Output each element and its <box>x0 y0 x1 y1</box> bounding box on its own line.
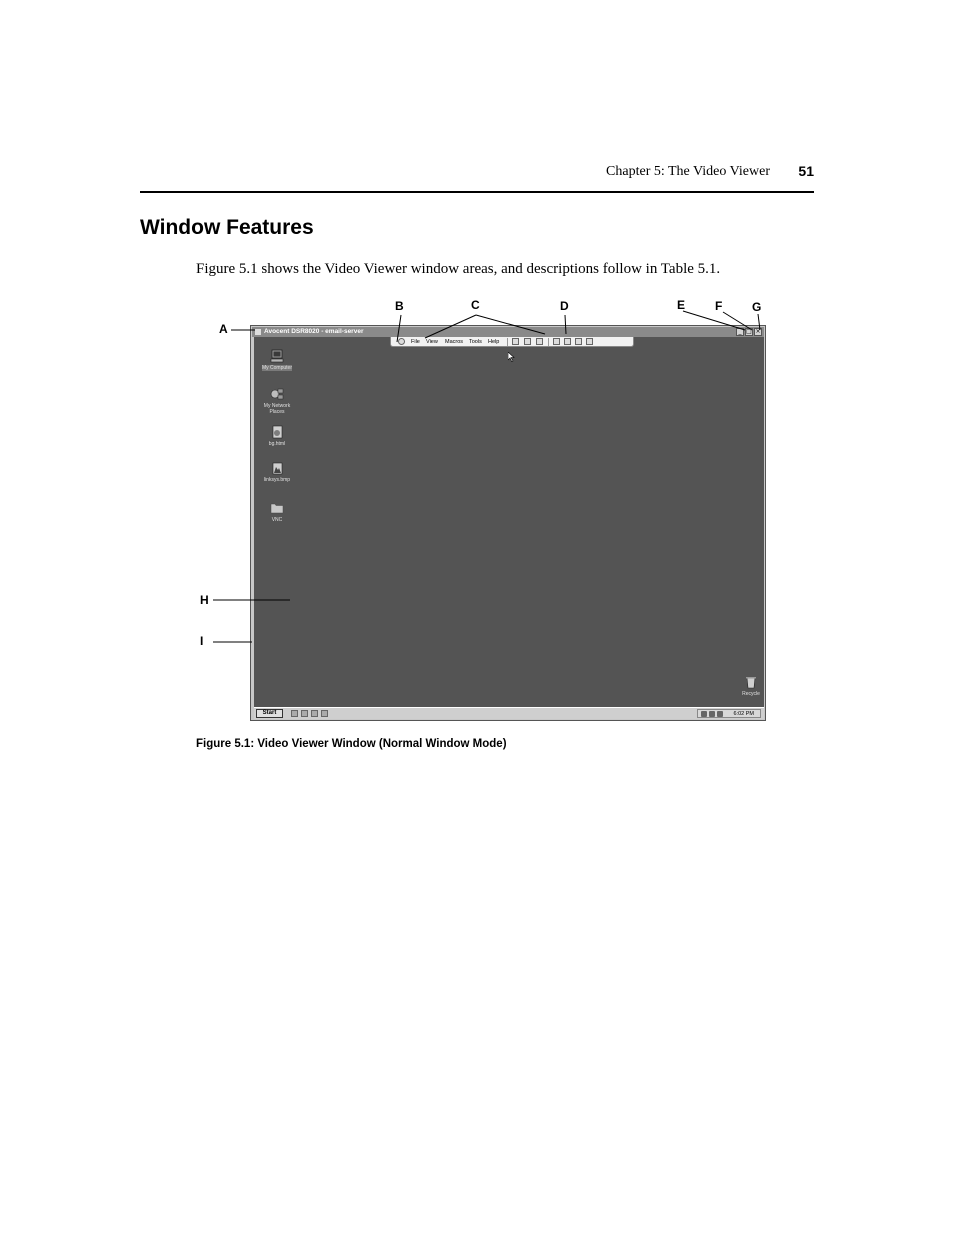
menu-file[interactable]: File <box>411 339 420 345</box>
window-title: Avocent DSR8020 - email-server <box>264 328 364 335</box>
callout-g: G <box>752 300 762 314</box>
page-number: 51 <box>798 163 814 179</box>
callout-f: F <box>715 299 723 313</box>
leader-g <box>758 314 760 330</box>
desktop-icon-label: Recycle <box>742 691 760 697</box>
section-title: Window Features <box>140 216 314 239</box>
leader-b <box>397 315 401 342</box>
callout-d: D <box>560 299 569 313</box>
menu-tools[interactable]: Tools <box>469 339 482 345</box>
leader-d <box>565 315 566 334</box>
leader-e <box>683 311 745 330</box>
callout-h: H <box>200 593 209 607</box>
callout-c: C <box>471 298 480 312</box>
leader-c-left <box>425 315 476 338</box>
callout-a: A <box>219 322 228 336</box>
desktop-icon-label: bg.html <box>268 441 286 447</box>
close-button[interactable]: × <box>755 328 761 335</box>
running-header-chapter: Chapter 5: The Video Viewer <box>606 164 770 179</box>
menu-help[interactable]: Help <box>488 339 500 345</box>
menu-macros[interactable]: Macros <box>445 339 464 345</box>
menu-view[interactable]: View <box>426 339 438 345</box>
desktop-icon-label: linksys.bmp <box>263 477 291 483</box>
maximize-button[interactable]: □ <box>746 328 752 335</box>
start-button[interactable]: Start <box>256 709 283 718</box>
leader-c-right <box>476 315 545 334</box>
callout-b: B <box>395 299 404 313</box>
figure-caption: Figure 5.1: Video Viewer Window (Normal Window Mode) <box>196 738 507 750</box>
callout-i: I <box>200 634 204 648</box>
tray-clock: 6:02 PM <box>733 711 754 717</box>
desktop-icon-label: My Network Places <box>263 403 291 415</box>
callout-e: E <box>677 298 686 312</box>
intro-paragraph: Figure 5.1 shows the Video Viewer window areas, and descriptions follow in Table 5.1. <box>196 261 721 277</box>
desktop-icon-label: VNC <box>271 517 283 523</box>
minimize-button[interactable]: _ <box>736 328 744 336</box>
desktop-icon-label: My Computer <box>261 365 292 371</box>
